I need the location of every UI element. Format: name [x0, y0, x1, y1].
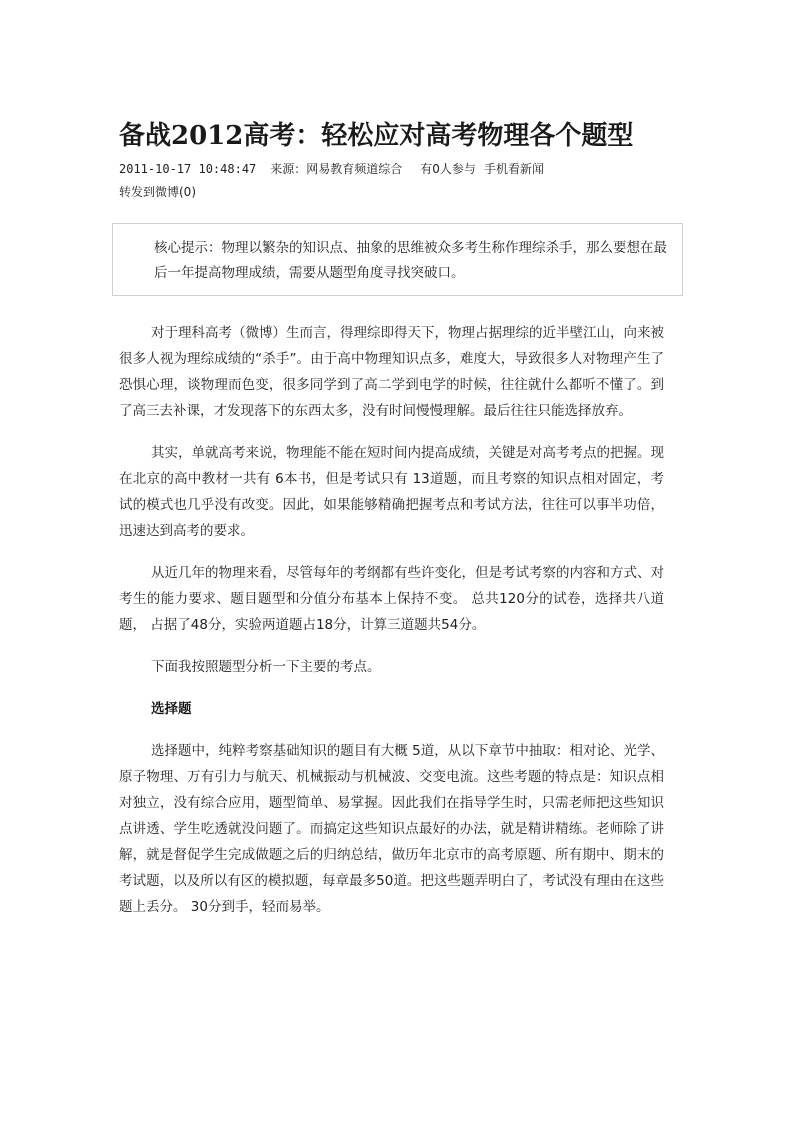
- article: [119, 118, 679, 915]
- body-paragraph-4: 下面我按照题型分析一下主要的考点。: [151, 659, 381, 675]
- body-paragraph-2: 其实，单就高考来说，物理能不能在短时间内提高成绩，关键是对高考考点的把握。现在北京的高中教材一共有 6本书，但是考试只有 13道题，而且考察的知识点相对固定，考试的模式也几乎没有改变。因此，如果能够精确把握考点和考试方法，往往可以事半功倍，迅速达到高考的要求。: [119, 445, 664, 539]
- article-title: 备战2012高考：轻松应对高考物理各个题型: [119, 121, 634, 151]
- body-paragraph-3: 从近几年的物理来看，尽管每年的考纲都有些许变化，但是考试考察的内容和方式、对考生的能力要求、题目题型和分值分布基本上保持不变。 总共120分的试卷，选择共八道题， 占据了48分，实验两道题占18分，计算三道题共54分。: [119, 565, 664, 633]
- article-meta: [119, 160, 679, 178]
- section-heading: 选择题: [151, 701, 192, 717]
- article-body: [119, 320, 664, 936]
- publish-date: 2011-10-17 10:48:47: [119, 162, 257, 176]
- mobile-news-link[interactable]: 手机看新闻: [483, 162, 544, 176]
- participants-link[interactable]: 有0人参与: [420, 162, 476, 176]
- summary-box: [112, 223, 683, 296]
- summary-text: 核心提示：物理以繁杂的知识点、抽象的思维被众多考生称作理综杀手，那么要想在最后一年提高物理成绩，需要从题型角度寻找突破口。: [154, 240, 667, 281]
- section-paragraph-1: 选择题中，纯粹考察基础知识的题目有大概 5道，从以下章节中抽取：相对论、光学、原子物理、万有引力与航天、机械振动与机械波、交变电流。这些考题的特点是：知识点相对独立，没有综合应用，题型简单、易掌握。因此我们在指导学生时，只需老师把这些知识点讲透、学生吃透就没问题了。而搞定这些知识点最好的办法，就是精讲精练。老师除了讲解，就是督促学生完成做题之后的归纳总结，做历年北京市的高考原题、所有期中、期末的考试题，以及所以有区的模拟题，每章最多50道。把这些题弄明白了，考试没有理由在这些题上丢分。 30分到手，轻而易举。: [119, 743, 664, 915]
- source-label[interactable]: 来源：网易教育频道综合: [270, 162, 403, 176]
- body-paragraph-1: 对于理科高考（微博）生而言，得理综即得天下，物理占据理综的近半壁江山，向来被很多人视为理综成绩的“杀手”。由于高中物理知识点多，难度大，导致很多人对物理产生了恐惧心理，谈物理而色变，很多同学到了高二学到电学的时候，往往就什么都听不懂了。到了高三去补课，才发现落下的东西太多，没有时间慢慢理解。最后往往只能选择放弃。: [119, 325, 664, 419]
- forward-weibo-link[interactable]: 转发到微博(0): [119, 185, 196, 199]
